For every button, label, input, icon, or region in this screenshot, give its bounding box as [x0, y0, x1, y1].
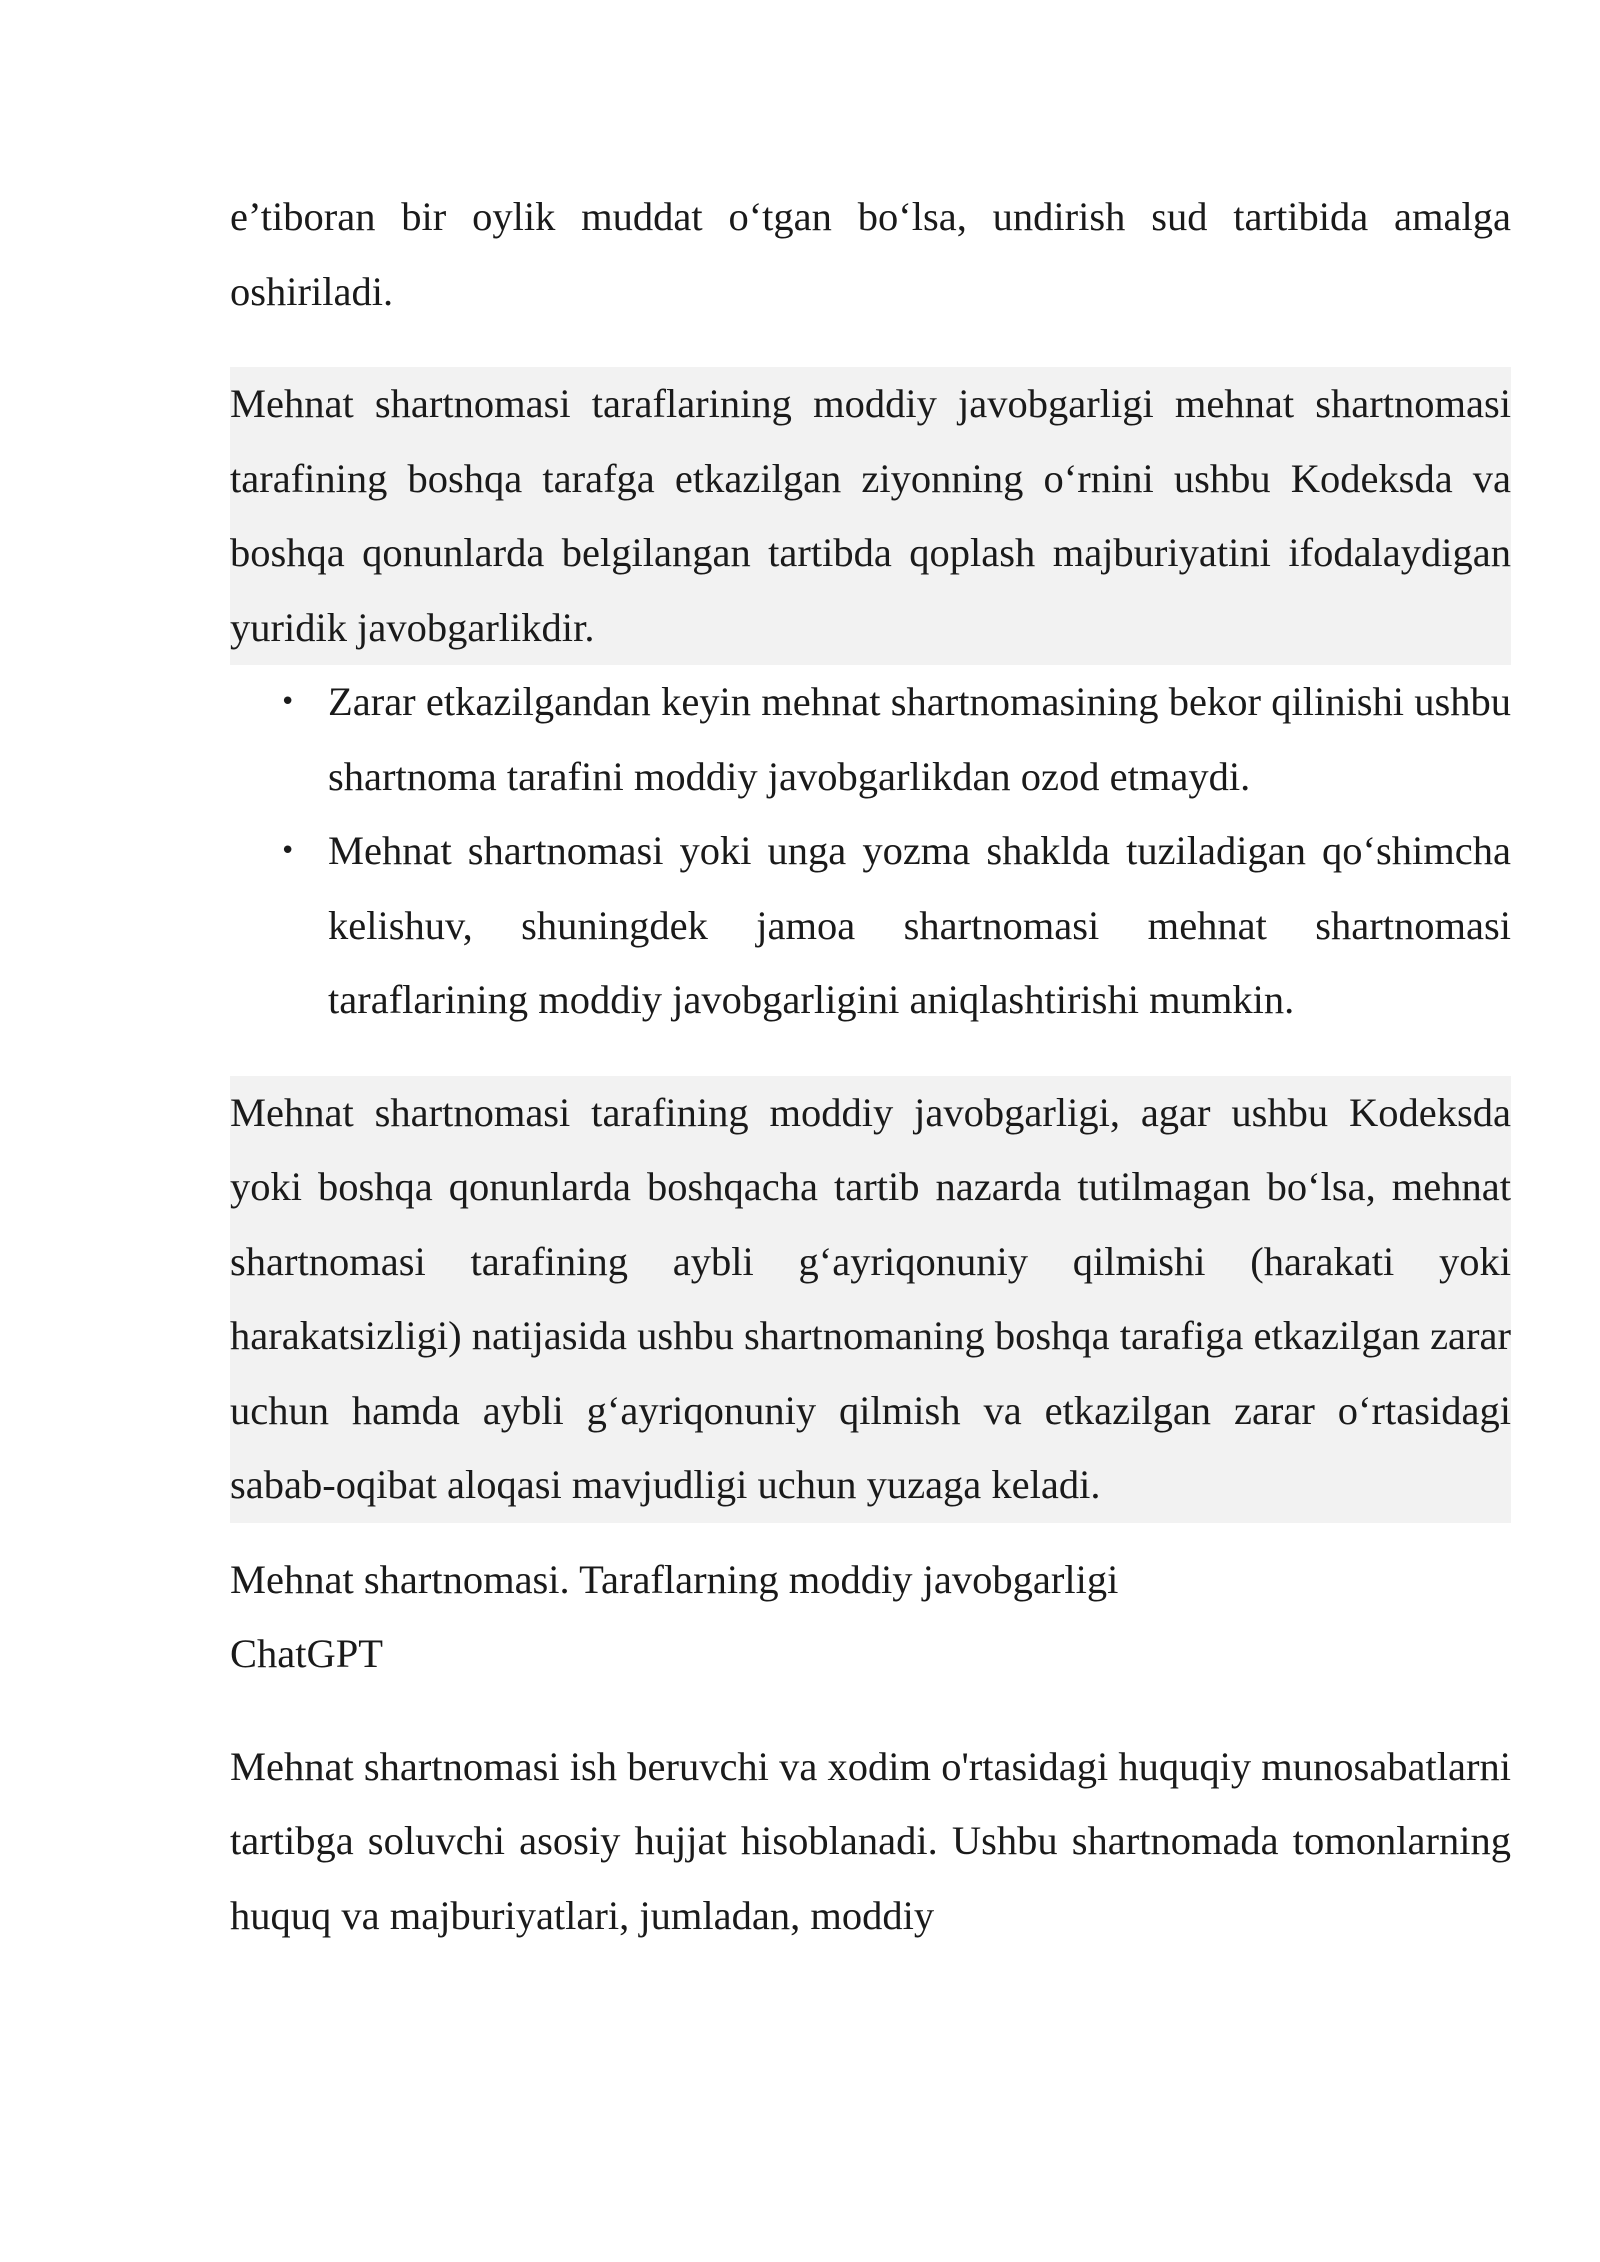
intro-paragraph: e’tiboran bir oylik muddat o‘tgan bo‘lsa, undirish sud tartibida amalga oshiriladi.	[230, 194, 1511, 314]
list-item	[230, 814, 1511, 1038]
source-label: ChatGPT	[230, 1631, 384, 1676]
heading-block	[230, 1543, 1511, 1692]
list-item-text: Mehnat shartnomasi yoki unga yozma shaklda tuziladigan qo‘shimcha kelishuv, shuningdek jamoa shartnomasi mehnat shartnomasi taraflarining moddiy javobgarligini aniqlashtirishi mumkin.	[328, 828, 1511, 1022]
bullet-list	[230, 665, 1511, 1038]
list-item-text: Zarar etkazilgandan keyin mehnat shartnomasining bekor qilinishi ushbu shartnoma tarafini moddiy javobgarlikdan ozod etmaydi.	[328, 679, 1511, 799]
document-page	[230, 180, 1511, 1953]
definition-paragraph: Mehnat shartnomasi taraflarining moddiy javobgarligi mehnat shartnomasi tarafining boshqa tarafga etkazilgan ziyonning o‘rnini ushbu Kodeksda va boshqa qonunlarda belgilangan tartibda qoplash majburiyatini ifodalaydigan yuridik javobgarlikdir.	[230, 367, 1511, 665]
summary-paragraph: Mehnat shartnomasi ish beruvchi va xodim o'rtasidagi huquqiy munosabatlarni tartibga soluvchi asosiy hujjat hisoblanadi. Ushbu shartnomada tomonlarning huquq va majburiyatlari, jumladan, moddiy	[230, 1743, 1511, 1938]
list-item	[230, 665, 1511, 814]
bullet-icon: •	[280, 836, 296, 866]
section-heading: Mehnat shartnomasi. Taraflarning moddiy javobgarligi	[230, 1556, 1119, 1602]
bullet-icon: •	[280, 687, 296, 717]
conditions-paragraph: Mehnat shartnomasi tarafining moddiy javobgarligi, agar ushbu Kodeksda yoki boshqa qonunlarda boshqacha tartib nazarda tutilmagan bo‘lsa, mehnat shartnomasi tarafining aybli g‘ayriqonuniy qilmishi (harakati yoki harakatsizligi) natijasida ushbu shartnomaning boshqa tarafiga etkazilgan zarar uchun hamda aybli g‘ayriqonuniy qilmish va etkazilgan zarar o‘rtasidagi sabab-oqibat aloqasi mavjudligi uchun yuzaga keladi.	[230, 1076, 1511, 1523]
